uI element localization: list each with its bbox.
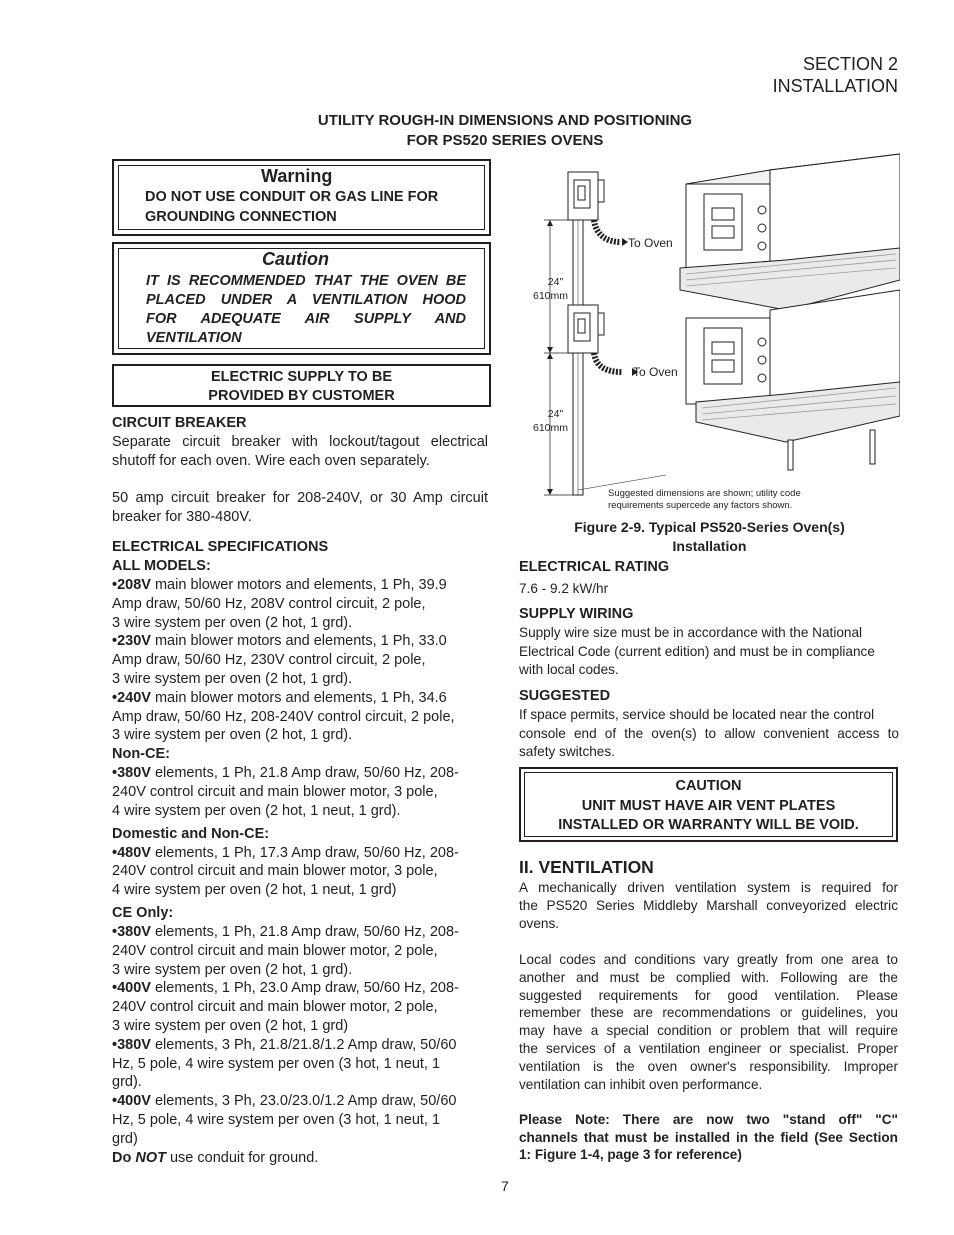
ventilation-p2 [519,951,898,1093]
text-line: suggested requirements for good ventilation. Please [519,987,898,1003]
dimension-label-bottom [533,407,569,435]
warning-line: DO NOT USE CONDUIT OR GAS LINE FOR [145,189,439,205]
spec-noncE-380 [112,764,492,820]
ventilation-heading: II. VENTILATION [519,857,654,877]
warning-heading: Warning [261,166,333,186]
text-line: Please Note: There are now two "stand off" "C" [519,1112,898,1128]
caution-line: INSTALLED OR WARRANTY WILL BE VOID. [558,817,859,833]
text-line: with local codes. [519,662,619,677]
caution-line: CAUTION [675,778,742,794]
caution-warranty-text [521,777,896,836]
text-line: elements, 1 Ph, 23.0 Amp draw, 50/60 Hz, 208- [150,980,459,997]
suggested-section [519,687,899,762]
text-line: Hz, 5 pole, 4 wire system per oven (3 hot, 1 neut, 1 [112,1055,441,1072]
section-header [773,53,898,97]
text-line: ventilation can inhibit oven performance. [519,1076,763,1092]
caution-line: UNIT MUST HAVE AIR VENT PLATES [581,797,836,814]
dimension-label-top [533,275,569,303]
text-line: grd). [112,1074,142,1091]
text-line: 240V control circuit and main blower motor, 3 pole, [112,863,438,880]
page-title [0,111,954,151]
circuit-breaker-section [112,414,488,527]
supply-line: ELECTRIC SUPPLY TO BE [210,369,393,385]
spec-240 [112,689,492,745]
text-line: 4 wire system per oven (2 hot, 1 neut, 1 grd) [112,882,397,899]
text-line: channels that must be installed in the field (See Section [519,1129,898,1145]
text-line: 50 amp circuit breaker for 208-240V, or 30 Amp circuit [112,490,488,507]
text-line: 3 wire system per oven (2 hot, 1 grd). [112,670,353,687]
caution-line: FOR ADEQUATE AIR SUPPLY AND [146,311,466,327]
spec-480 [112,844,492,900]
caution-text [146,272,466,348]
text-line: remember these are recommendations or guidelines, you [519,1005,898,1021]
text-line: main blower motors and elements, 1 Ph, 39.9 [150,577,447,593]
text-do: Do [112,1149,136,1166]
non-ce-heading: Non-CE: [112,746,170,763]
text-line: ventilation is the oven owner's responsibility. Improper [519,1058,898,1074]
supply-box [112,364,491,407]
spec-208 [112,576,492,632]
oven-installation-figure [516,150,900,520]
voltage-label: •208V [112,577,151,593]
voltage-label: •380V [112,1036,151,1053]
electrical-rating-section [519,558,899,599]
voltage-label: •240V [112,689,151,706]
voltage-label: •480V [112,844,151,861]
note-line: Suggested dimensions are shown; utility code [608,488,801,499]
text-line: Amp draw, 50/60 Hz, 230V control circuit, 2 pole, [112,652,426,669]
dim-inches: 24" [547,276,564,288]
note-line: requirements supercede any factors shown. [608,500,793,511]
voltage-label: •230V [112,633,151,650]
to-oven-label-top: To Oven [628,236,673,250]
ventilation-section [519,855,898,1164]
warning-text [145,188,438,227]
text-line: use conduit for ground. [165,1149,319,1166]
caution-line: VENTILATION [146,330,242,346]
oven-stack [680,154,900,470]
text-line: 240V control circuit and main blower motor, 3 pole, [112,783,438,800]
text-line: main blower motors and elements, 1 Ph, 33.0 [150,633,447,650]
text-line: 240V control circuit and main blower motor, 2 pole, [112,942,438,959]
text-line: safety switches. [519,744,615,759]
supply-wiring-heading: SUPPLY WIRING [519,606,634,622]
voltage-label: •380V [112,765,151,782]
electrical-rating-heading: ELECTRICAL RATING [519,559,670,575]
text-line: main blower motors and elements, 1 Ph, 34.6 [150,689,447,706]
ventilation-note [519,1111,898,1164]
to-oven-label-bottom: To Oven [633,365,678,379]
ventilation-p1 [519,879,898,933]
caution-box [112,242,491,355]
dim-inches: 24" [547,408,564,420]
title-line-1: UTILITY ROUGH-IN DIMENSIONS AND POSITIONING [317,112,693,129]
text-line: Supply wire size must be in accordance with the National [519,625,863,640]
text-line: If space permits, service should be located near the control [519,707,875,722]
spec-ce-380-3ph [112,1036,492,1092]
elec-specs-heading: ELECTRICAL SPECIFICATIONS [112,539,329,555]
supply-line: PROVIDED BY CUSTOMER [208,387,395,404]
supply-wiring-section [519,605,899,680]
voltage-label: •400V [112,980,151,997]
all-models-heading: ALL MODELS: [112,558,211,574]
caption-line: Figure 2-9. Typical PS520-Series Oven(s) [574,519,845,535]
text-line: 240V control circuit and main blower motor, 2 pole, [112,999,438,1016]
electrical-specs-section [112,538,492,1167]
text-line: 3 wire system per oven (2 hot, 1 grd) [112,1017,349,1034]
ground-note [112,1149,492,1168]
supply-wiring-text [519,624,899,680]
text-line: Amp draw, 50/60 Hz, 208-240V control circuit, 2 pole, [112,708,455,725]
text-line: Local codes and conditions vary greatly from one area to [519,952,898,967]
text-line: may have a special condition or problem that will require [519,1023,898,1039]
text-line: Electrical Code (current edition) and must be in compliance [519,643,875,659]
text-line: elements, 1 Ph, 21.8 Amp draw, 50/60 Hz, 208- [150,765,459,782]
warning-line: GROUNDING CONNECTION [145,208,337,225]
text-line: the services of a ventilation engineer or specialist. Proper [519,1040,898,1056]
caption-line: Installation [672,538,747,554]
text-line: 3 wire system per oven (2 hot, 1 grd). [112,614,353,631]
dim-mm: 610mm [533,290,569,302]
title-line-2: FOR PS520 SERIES OVENS [406,132,604,149]
text-line: ovens. [519,916,560,931]
supply-text [114,368,489,405]
caution-line: IT IS RECOMMENDED THAT THE OVEN BE [146,273,466,289]
text-line: grd) [112,1130,138,1147]
dim-mm: 610mm [533,422,569,434]
text-line: 1: Figure 1-4, page 3 for reference) [519,1147,742,1163]
spec-ce-400 [112,979,492,1035]
text-line: elements, 1 Ph, 21.8 Amp draw, 50/60 Hz, 208- [150,923,459,940]
text-line: 3 wire system per oven (2 hot, 1 grd). [112,727,353,744]
section-name: INSTALLATION [772,76,898,96]
text-line: A mechanically driven ventilation system is required for [519,880,898,895]
spec-230 [112,632,492,688]
circuit-breaker-text [112,433,488,527]
spec-ce-380 [112,923,492,979]
text-not: NOT [135,1149,166,1166]
caution-warranty-box [519,767,898,842]
text-line: console end of the oven(s) to allow convenient access to [519,725,899,741]
text-line: breaker for 380-480V. [112,509,252,526]
domestic-heading: Domestic and Non-CE: [112,825,270,842]
circuit-breaker-heading: CIRCUIT BREAKER [112,415,247,431]
figure-note [608,488,801,512]
voltage-label: •380V [112,923,151,940]
text-line: elements, 3 Ph, 21.8/21.8/1.2 Amp draw, 50/60 [150,1036,457,1053]
suggested-text [519,706,899,762]
suggested-heading: SUGGESTED [519,688,611,704]
section-number: SECTION 2 [802,54,898,74]
text-line: elements, 1 Ph, 17.3 Amp draw, 50/60 Hz, 208- [150,844,459,861]
caution-line: PLACED UNDER A VENTILATION HOOD [146,292,466,308]
voltage-label: •400V [112,1093,151,1110]
text-line: 3 wire system per oven (2 hot, 1 grd). [112,961,353,978]
text-line: shutoff for each oven. Wire each oven separately. [112,452,430,469]
text-line: Separate circuit breaker with lockout/tagout electrical [112,434,488,450]
text-line: the PS520 Series Middleby Marshall conveyorized electric [519,898,898,913]
ce-only-heading: CE Only: [112,904,174,921]
page-number: 7 [501,1178,509,1194]
text-line: Amp draw, 50/60 Hz, 208V control circuit, 2 pole, [112,595,426,612]
caution-heading: Caution [262,249,329,269]
figure-caption [519,518,900,556]
text-line: Hz, 5 pole, 4 wire system per oven (3 hot, 1 neut, 1 [112,1111,441,1128]
warning-box [112,159,491,236]
text-line: elements, 3 Ph, 23.0/23.0/1.2 Amp draw, 50/60 [150,1093,457,1110]
electrical-rating-value: 7.6 - 9.2 kW/hr [519,581,609,596]
spec-ce-400-3ph [112,1092,492,1148]
text-line: another and must be complied with. Following are the [519,969,898,985]
text-line: 4 wire system per oven (2 hot, 1 neut, 1 grd). [112,802,401,819]
